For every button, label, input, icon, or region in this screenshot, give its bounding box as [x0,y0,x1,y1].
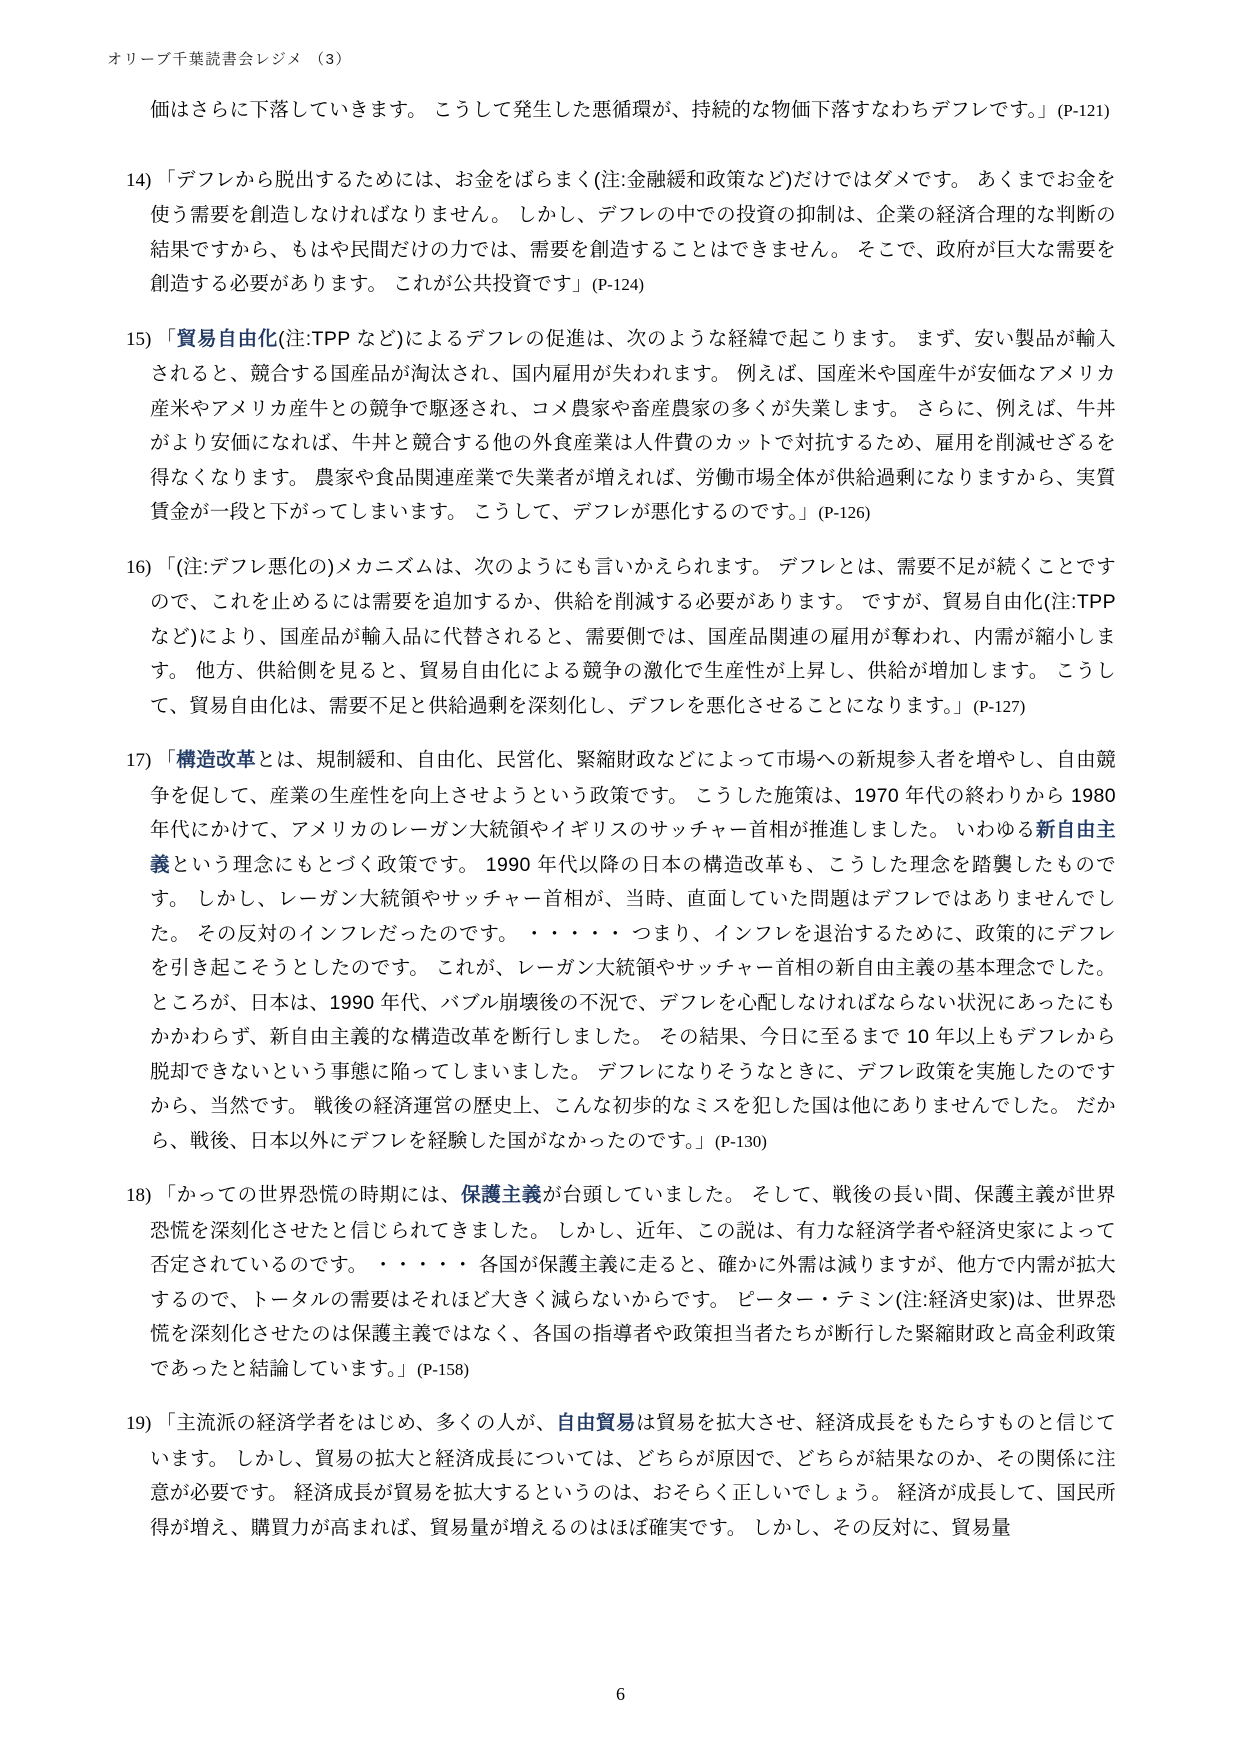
key-term: 自由貿易 [555,1412,637,1434]
key-term: 保護主義 [460,1184,543,1206]
text-segment: (注:TPP など)によるデフレの促進は、次のような経緯で起こります。 まず、安い製品が輸入されると、競合する国産品が淘汰され、国内雇用が失われます。 例えば、国産米や国産牛が安価なアメリカ産米やアメリカ産牛との競争で駆逐され、コメ農家や畜産農家の多くが失業します。 さらに、例えば、牛丼がより安価になれば、牛丼と競合する他の外食産業は人件費のカットで対抗するため、雇用を削減せざるを得なくなります。 農家や食品関連産業で失業者が増えれば、労働市場全体が供給過剰になりますから、実質賃金が一段と下がってしまいます。 こうして、デフレが悪化するのです。」 [150,327,1116,523]
text-segment: 「主流派の経済学者をはじめ、多くの人が、 [156,1412,556,1434]
key-term: 貿易自由化 [176,327,279,350]
paragraph-number: 19) [126,1413,157,1434]
page-citation: (P-121) [1057,101,1110,120]
page-header: オリーブ千葉読書会レジメ （3） [107,51,352,68]
document-body [126,93,1117,1564]
page-citation: (P-126) [818,503,871,522]
page-number: 6 [616,1684,625,1704]
page-citation: (P-127) [973,696,1026,716]
paragraph-14 [126,163,1116,303]
paragraph-number: 15) [126,328,157,350]
text-segment: 価はさらに下落していきます。 こうして発生した悪循環が、持続的な物価下落すなわちデフレです。」 [150,99,1058,121]
page-citation: (P-158) [417,1359,470,1379]
text-segment: 「デフレから脱出するためには、お金をばらまく(注:金融緩和政策など)だけではダメです。 あくまでお金を使う需要を創造しなければなりません。 しかし、デフレの中での投資の抑制は、企業の経済合理的な判断の結果ですから、もはや民間だけの力では、需要を創造することはできません。 そこで、政府が巨大な需要を創造する必要があります。 これが公共投資です」 [150,168,1116,295]
text-segment: という理念にもとづく政策です。 1990 年代以降の日本の構造改革も、こうした理念を踏襲したものです。 しかし、レーガン大統領やサッチャー首相が、当時、直面していた問題はデフレではありませんでした。 その反対のインフレだったのです。 ・・・・・ つまり、インフレを退治するために、政策的にデフレを引き起こそうとしたのです。 これが、レーガン大統領やサッチャー首相の新自由主義の基本理念でした。 ところが、日本は、1990 年代、バブル崩壊後の不況で、デフレを心配しなければならない状況にあったにもかかわらず、新自由主義的な構造改革を断行しました。 その結果、今日に至るまで 10 年以上もデフレから脱却できないという事態に陥ってしまいました。 デフレになりそうなときに、デフレ政策を実施したのですから、当然です。 戦後の経済運営の歴史上、こんな初歩的なミスを犯した国は他にありませんでした。 だから、戦後、日本以外にデフレを経験した国がなかったのです。」 [150,853,1116,1152]
paragraph-number: 14) [126,169,157,191]
key-term: 構造改革 [176,749,257,771]
text-segment: は貿易を拡大させ、経済成長をもたらすものと信じています。 しかし、貿易の拡大と経済成長については、どちらが原因で、どちらが結果なのか、その関係に注意が必要です。 経済成長が貿易を拡大するというのは、おそらく正しいでしょう。 経済が成長して、国民所得が増え、購買力が高まれば、貿易量が増えるのはほぼ確実です。 しかし、その反対に、貿易量 [150,1412,1116,1539]
key-term: 新自由主義 [150,819,1116,876]
paragraph-number: 17) [126,750,157,771]
text-segment: 「 [156,749,177,771]
paragraph-18 [126,1178,1116,1387]
paragraph-17 [126,743,1117,1159]
text-segment: とは、規制緩和、自由化、民営化、緊縮財政などによって市場への新規参入者を増やし、自由競争を促して、産業の生産性を向上させようという政策です。 こうした施策は、1970 年代の終わりから 1980 年代にかけて、アメリカのレーガン大統領やイギリスのサッチャー首相が推進しました。 いわゆる [150,749,1117,841]
paragraph-15 [126,322,1116,531]
page-citation: (P-124) [592,275,645,294]
text-segment: が台頭していました。 そして、戦後の長い間、保護主義が世界恐慌を深刻化させたと信じられてきました。 しかし、近年、この説は、有力な経済学者や経済史家によって否定されているのです。 ・・・・・ 各国が保護主義に走ると、確かに外需は減りますが、他方で内需が拡大するので、トータルの需要はそれほど大きく減らないからです。 ピーター・テミン(注:経済史家)は、世界恐慌を深刻化させたのは保護主義ではなく、各国の指導者や政策担当者たちが断行した緊縮財政と高金利政策であったと結論しています。」 [150,1184,1116,1380]
text-segment: 「(注:デフレ悪化の)メカニズムは、次のようにも言いかえられます。 デフレとは、需要不足が続くことですので、これを止めるには需要を追加するか、供給を削減する必要があります。 ですが、貿易自由化(注:TPP など)により、国産品が輸入品に代替されると、需要側では、国産品関連の雇用が奪われ、内需が縮小します。 他方、供給側を見ると、貿易自由化による競争の激化で生産性が上昇し、供給が増加します。 こうして、貿易自由化は、需要不足と供給過剰を深刻化し、デフレを悪化させることになります。」 [150,555,1116,717]
text-segment: 「かっての世界恐慌の時期には、 [156,1184,461,1206]
paragraph-number: 16) [126,556,157,578]
text-segment: 「 [156,327,177,350]
paragraph-16 [126,550,1116,725]
page-citation: (P-130) [715,1131,767,1151]
paragraph-number: 18) [126,1185,157,1206]
paragraph-continuation [150,93,1116,129]
paragraph-19 [126,1406,1116,1545]
